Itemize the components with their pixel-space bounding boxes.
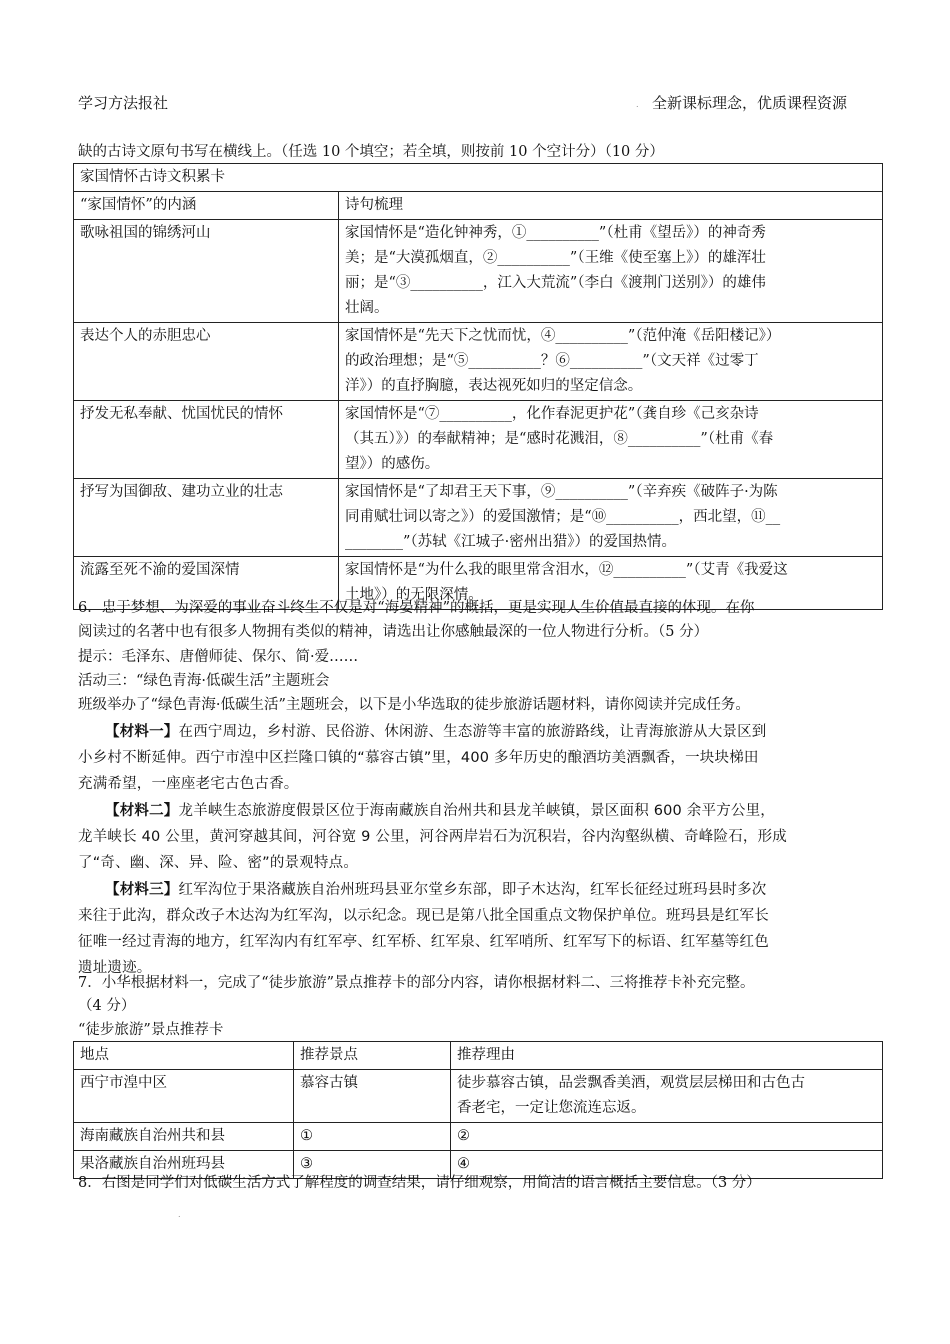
- table-row: [74, 220, 883, 323]
- col-header-spot: 推荐景点: [294, 1042, 451, 1070]
- material-2-line2: 龙羊峡长 40 公里，黄河穿越其间，河谷宽 9 公里，河谷两岸岩石为沉积岩，谷内沟壑纵横、奇峰险石，形成: [78, 829, 788, 845]
- publisher-name: 学习方法报社: [78, 94, 169, 112]
- poetry-card-title: 家国情怀古诗文积累卡: [74, 164, 883, 192]
- table-row: 果洛藏族自治州班玛县 ③ ④: [74, 1151, 883, 1179]
- question-8: 8．右图是同学们对低碳生活方式了解程度的调查结果，请仔细观察，用简洁的语言概括主要信息。（3 分）: [78, 1175, 761, 1191]
- activity-3-title: 活动三：“绿色青海·低碳生活”主题班会: [78, 673, 330, 689]
- theme-cell: 抒发无私奉献、忧国忧民的情怀: [74, 401, 339, 479]
- answer-blank-4[interactable]: ④: [451, 1151, 883, 1179]
- theme-cell: 歌咏祖国的锦绣河山: [74, 220, 339, 323]
- question-6-hint: 提示：毛泽东、唐僧师徒、保尔、简·爱……: [78, 649, 359, 665]
- question-6-line2: 阅读过的名著中也有很多人物拥有类似的精神，请选出让你感触最深的一位人物进行分析。（5 分）: [78, 624, 709, 640]
- material-3-line3: 征唯一经过青海的地方，红军沟内有红军亭、红军桥、红军泉、红军哨所、红军写下的标语、红军墓等红色: [78, 934, 769, 950]
- table-row: 海南藏族自治州共和县 ① ②: [74, 1123, 883, 1151]
- answer-blank-2[interactable]: ②: [451, 1123, 883, 1151]
- verse-cell: 家国情怀是“⑦__________，化作春泥更护花”（龚自珍《己亥杂诗 （其五）》）的奉献精神；是“感时花溅泪，⑧__________”（杜甫《春 望》）的感伤。: [339, 401, 883, 479]
- question-5-intro: 缺的古诗文原句书写在横线上。（任选 10 个填空；若全填，则按前 10 个空计分）（10 分）: [78, 144, 664, 160]
- question-6-line1: 6．忠于梦想、为深爱的事业奋斗终生不仅是对“海晏精神”的概括，更是实现人生价值最直接的体现。在你: [78, 600, 755, 616]
- material-2-line3: 了“奇、幽、深、异、险、密”的景观特点。: [78, 855, 359, 871]
- col-header-reason: 推荐理由: [451, 1042, 883, 1070]
- poetry-card-col2-header: 诗句梳理: [339, 192, 883, 220]
- theme-cell: 表达个人的赤胆忠心: [74, 323, 339, 401]
- material-1-line3: 充满希望，一座座老宅古色古香。: [78, 776, 299, 792]
- col-header-place: 地点: [74, 1042, 294, 1070]
- material-1: 【材料一】在西宁周边，乡村游、民俗游、休闲游、生态游等丰富的旅游路线，让青海旅游从大景区到: [105, 724, 767, 740]
- answer-blank-1[interactable]: ①: [294, 1123, 451, 1151]
- recommend-card-table: [73, 1041, 883, 1179]
- table-row: 西宁市湟中区 慕容古镇 徒步慕容古镇，品尝飘香美酒，观赏层层梯田和古色古 香老宅，一定让您流连忘返。: [74, 1070, 883, 1123]
- answer-blank-3[interactable]: ③: [294, 1151, 451, 1179]
- theme-cell: 流露至死不渝的爱国深情: [74, 557, 339, 610]
- table-row: [74, 479, 883, 557]
- material-2: 【材料二】龙羊峡生态旅游度假景区位于海南藏族自治州共和县龙羊峡镇，景区面积 600 余平方公里，: [105, 803, 775, 819]
- question-7-line1: 7．小华根据材料一，完成了“徒步旅游”景点推荐卡的部分内容，请你根据材料二、三将推荐卡补充完整。: [78, 975, 755, 991]
- verse-cell: 家国情怀是“了却君王天下事，⑨__________”（辛弃疾《破阵子·为陈 同甫赋壮词以寄之》）的爱国激情；是“⑩__________，西北望，⑪__ ________”（苏轼《江城子·密州出猎》）的爱国热情。: [339, 479, 883, 557]
- header-dot: .: [636, 100, 639, 109]
- verse-cell: 家国情怀是“造化钟神秀，①__________”（杜甫《望岳》）的神奇秀 美；是“大漠孤烟直，②__________”（王维《使至塞上》）的雄浑壮 丽；是“③__________，江入大荒流”（李白《渡荆门送别》）的雄伟 壮阔。: [339, 220, 883, 323]
- activity-3-intro: 班级举办了“绿色青海·低碳生活”主题班会，以下是小华选取的徒步旅游话题材料，请你阅读并完成任务。: [78, 697, 750, 713]
- header-slogan: 全新课标理念，优质课程资源: [652, 94, 848, 112]
- question-7-line2: （4 分）: [78, 998, 136, 1014]
- poetry-card-table: [73, 163, 883, 610]
- verse-cell: 家国情怀是“为什么我的眼里常含泪水，⑫__________”（艾青《我爱这 土地》）的无限深情。: [339, 557, 883, 610]
- poetry-card-col1-header: “家国情怀”的内涵: [74, 192, 339, 220]
- footer-dot: .: [178, 1210, 181, 1219]
- theme-cell: 抒写为国御敌、建功立业的壮志: [74, 479, 339, 557]
- material-3-line2: 来往于此沟，群众改子木达沟为红军沟，以示纪念。现已是第八批全国重点文物保护单位。班玛县是红军长: [78, 908, 769, 924]
- table-row: [74, 401, 883, 479]
- recommend-card-title: “徒步旅游”景点推荐卡: [78, 1022, 224, 1038]
- verse-cell: 家国情怀是“先天下之忧而忧，④__________”（范仲淹《岳阳楼记》） 的政治理想；是“⑤__________？⑥__________”（文天祥《过零丁 洋》）的直抒胸臆，表达视死如归的坚定信念。: [339, 323, 883, 401]
- material-1-line2: 小乡村不断延伸。西宁市湟中区拦隆口镇的“慕容古镇”里，400 多年历史的酿酒坊美酒飘香，一块块梯田: [78, 750, 759, 766]
- material-3: 【材料三】红军沟位于果洛藏族自治州班玛县亚尔堂乡东部，即子木达沟，红军长征经过班玛县时多次: [105, 882, 767, 898]
- table-row: [74, 323, 883, 401]
- material-3-line4: 遗址遗迹。: [78, 960, 152, 976]
